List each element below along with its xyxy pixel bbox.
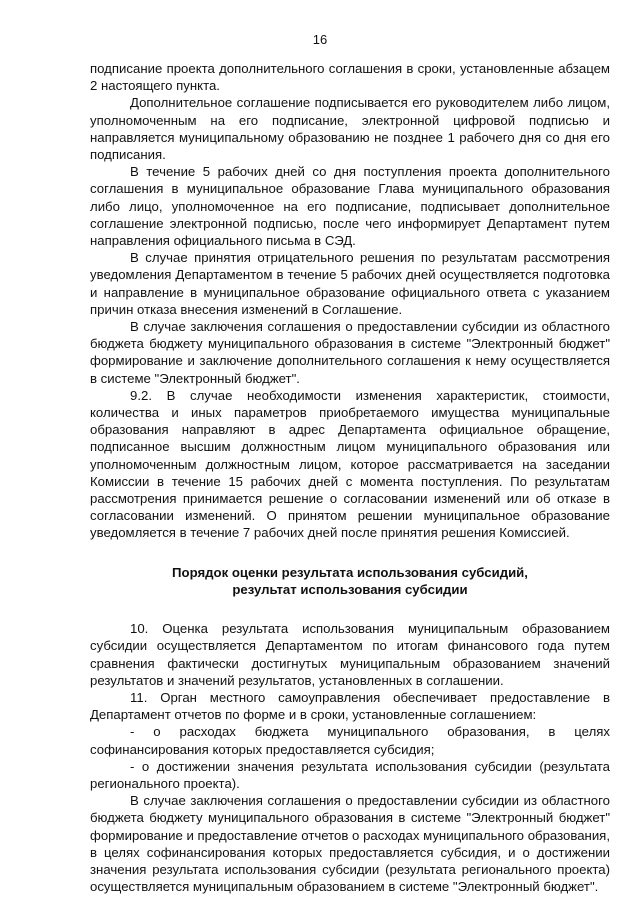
paragraph: В случае заключения соглашения о предоставлении субсидии из областного бюджета бюджету муниципального образования в системе "Электронный бюджет" формирование и заключение дополнительного соглашения к нему осуществляется в системе "Электронный бюджет".	[90, 319, 610, 386]
paragraph: В течение 5 рабочих дней со дня поступления проекта дополнительного соглашения в муниципальное образование Глава муниципального образования либо лицо, уполномоченное на его подписание, подписывает дополнительное соглашение электронной подписью, после чего информирует Департамент путем направления официального письма в СЭД.	[90, 164, 610, 249]
paragraph: Дополнительное соглашение подписывается его руководителем либо лицом, уполномоченным на его подписание, электронной цифровой подписью и направляется муниципальному образованию не позднее 1 рабочего дня со дня его подписания.	[90, 95, 610, 163]
section-heading	[90, 564, 610, 598]
paragraph: 9.2. В случае необходимости изменения характеристик, стоимости, количества и иных параметров приобретаемого имущества муниципальные образования направляют в адрес Департамента официальное обращение, подписанное высшим должностным лицом муниципального образования или уполномоченным должностным лицом, которое рассматривается на заседании Комиссии в течение 15 рабочих дней с момента поступления. По результатам рассмотрения принимается решение о согласовании изменений или об отказе в согласовании изменений. О принятом решении муниципальное образование уведомляется в течение 7 рабочих дней после принятия решения Комиссией.	[90, 387, 610, 541]
paragraph: 11. Орган местного самоуправления обеспечивает предоставление в Департамент отчетов по форме и в сроки, установленные соглашением:	[90, 689, 610, 723]
paragraph: подписание проекта дополнительного соглашения в сроки, установленные абзацем 2 настоящего пункта.	[90, 61, 610, 94]
paragraph: В случае принятия отрицательного решения по результатам рассмотрения уведомления Департаментом в течение 5 рабочих дней осуществляется подготовка и направление в муниципальное образование официального ответа с указанием причин отказа внесения изменений в Соглашение.	[90, 250, 610, 317]
section-heading-line: результат использования субсидии	[232, 581, 468, 597]
paragraph: 10. Оценка результата использования муниципальным образованием субсидии осуществляется Департаментом по итогам финансового года путем сравнения фактически достигнутых муниципальным образованием значений результатов и значений результатов, установленных в соглашении.	[90, 621, 610, 688]
section-heading-line: Порядок оценки результата использования субсидий,	[172, 564, 528, 580]
page-number: 16	[312, 32, 328, 47]
document-body	[90, 60, 610, 895]
paragraph: В случае заключения соглашения о предоставлении субсидии из областного бюджета бюджету муниципального образования в системе "Электронный бюджет" формирование и предоставление отчетов о расходах муниципального образования, в целях софинансирования которых предоставляется субсидия, и о достижении значения результата использования субсидии (результата регионального проекта) осуществляется муниципальным образованием в системе "Электронный бюджет".	[90, 793, 610, 895]
list-item: - о достижении значения результата использования субсидии (результата регионального проекта).	[90, 758, 610, 791]
list-item: - о расходах бюджета муниципального образования, в целях софинансирования которых предоставляется субсидия;	[90, 724, 610, 757]
